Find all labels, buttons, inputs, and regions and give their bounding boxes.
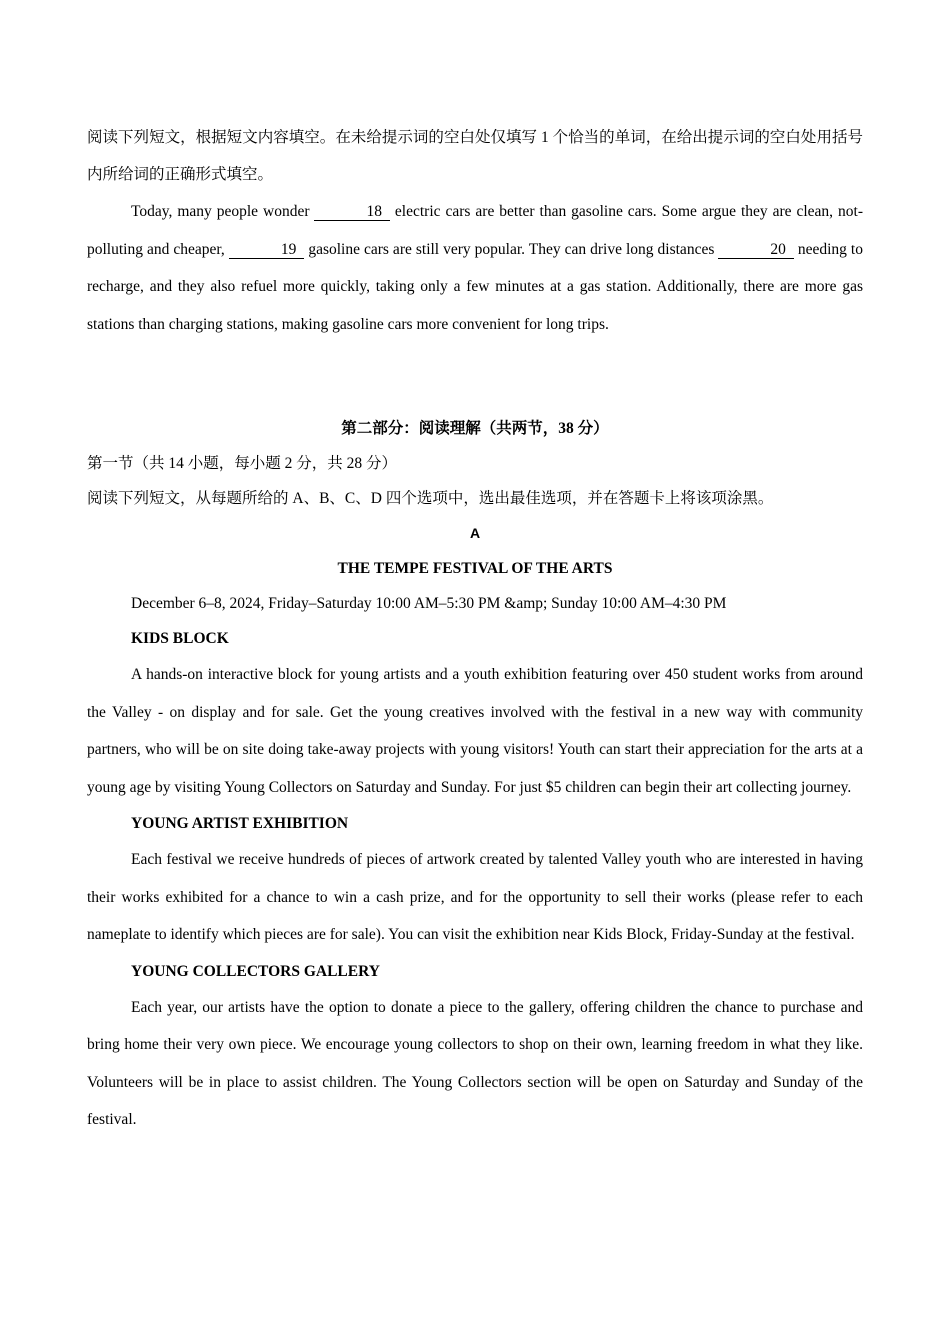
paragraph-young-collectors-gallery: Each year, our artists have the option to donate a piece to the gallery, offering children the chance to purchase and bring home their very own piece. We encourage young collectors to shop on their own, learning freedom in what they like. Volunteers will be in place to assist children. The Young Collectors section will be open on Saturday and Sunday of the festival.: [87, 998, 863, 1128]
cloze-text-1: Today, many people wonder: [131, 203, 315, 220]
cloze-text-2: electric cars are better than gasoline cars. Some argue they are clean, not-polluting and cheaper,: [87, 203, 863, 258]
document-page: [87, 119, 863, 1139]
cloze-passage: [87, 193, 863, 343]
heading-young-artist-exhibition: YOUNG ARTIST EXHIBITION: [131, 815, 349, 832]
passage-letter: A: [469, 525, 481, 541]
festival-dates: December 6–8, 2024, Friday–Saturday 10:00 AM–5:30 PM &amp; Sunday 10:00 AM–4:30 PM: [131, 595, 727, 612]
paragraph-kids-block: A hands-on interactive block for young artists and a youth exhibition featuring over 450 student works from around the Valley - on display and for sale. Get the young creatives involved with the festival in a new way with community partners, who will be on site doing take-away projects with young visitors! Youth can start their appreciation for the arts at a young age by visiting Young Collectors on Saturday and Sunday. For just $5 children can begin their art collecting journey.: [87, 666, 863, 796]
part2-title: 第二部分：阅读理解（共两节，38 分）: [341, 420, 609, 437]
blank-20[interactable]: 20: [718, 242, 794, 259]
paragraph-young-artist-exhibition: Each festival we receive hundreds of pieces of artwork created by talented Valley youth who are interested in having their works exhibited for a chance to win a cash prize, and for the opportunity to sell their works (please refer to each nameplate to identify which pieces are for sale). You can visit the exhibition near Kids Block, Friday-Sunday at the festival.: [87, 851, 863, 943]
blank-18[interactable]: 18: [314, 204, 390, 221]
heading-young-collectors-gallery: YOUNG COLLECTORS GALLERY: [131, 962, 380, 980]
heading-kids-block: KIDS BLOCK: [131, 630, 229, 647]
cloze-text-3: gasoline cars are still very popular. They can drive long distances: [304, 240, 719, 258]
cloze-text-4: needing to recharge, and they also refuel more quickly, taking only a few minutes at a gas station. Additionally, there are more gas stations than charging stations, making gasoline cars more convenient for long trips.: [87, 240, 863, 333]
cloze-instruction: 阅读下列短文，根据短文内容填空。在未给提示词的空白处仅填写 1 个恰当的单词，在给出提示词的空白处用括号内所给词的正确形式填空。: [87, 129, 863, 183]
passage-title: THE TEMPE FESTIVAL OF THE ARTS: [337, 560, 613, 577]
section1-heading: 第一节（共 14 小题，每小题 2 分，共 28 分）: [87, 455, 398, 472]
blank-19[interactable]: 19: [229, 242, 305, 259]
reading-instruction: 阅读下列短文，从每题所给的 A、B、C、D 四个选项中，选出最佳选项，并在答题卡上将该项涂黑。: [87, 490, 774, 507]
